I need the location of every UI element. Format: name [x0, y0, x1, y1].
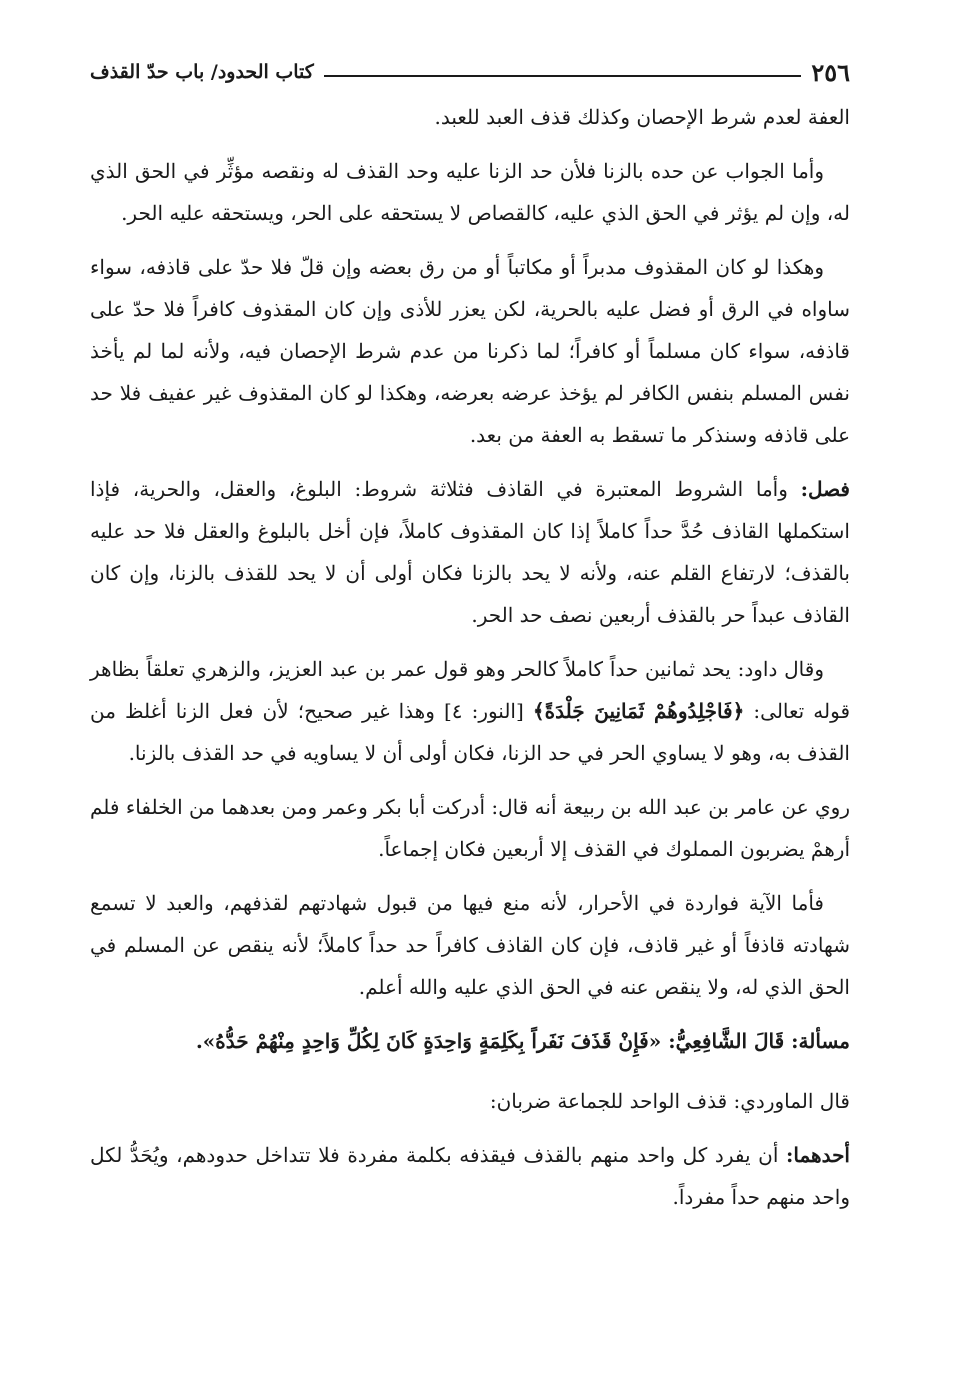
- paragraph-8: [90, 1020, 850, 1062]
- paragraph-text: قال الماوردي: قذف الواحد للجماعة ضربان:: [489, 1089, 850, 1113]
- paragraph-text: روي عن عامر بن عبد الله بن ربيعة أنه قال: أدركت أبا بكر وعمر ومن بعدهما من الخلفاء فلم أرهمْ يضربون المملوك في القذف إلا أربعين فكان إجماعاً.: [90, 795, 850, 861]
- paragraph-text: العفة لعدم شرط الإحصان وكذلك قذف العبد للعبد.: [434, 105, 850, 129]
- paragraph-9: [90, 1080, 850, 1122]
- document-page: [90, 52, 850, 1230]
- first-type-lead: أحدهما:: [785, 1143, 850, 1167]
- paragraph-text: أن يفرد كل واحد منهم بالقذف فيقذفه بكلمة مفردة فلا تتداخل حدودهم، ويُحَدُّ لكل واحد منهم حداً مفرداً.: [90, 1143, 850, 1209]
- masala-lead: مسألة: قَالَ الشَّافِعِيُّ:: [668, 1029, 850, 1053]
- paragraph-text: وهكذا لو كان المقذوف مدبراً أو مكاتباً أو من رق بعضه وإن قلّ فلا حدّ على قاذفه، سواء ساواه في الرق أو فضل عليه بالحرية، لكن يعزر للأذى وإن كان المقذوف كافراً فلا حدّ على قاذفه، سواء كان مسلماً أو كافراً؛ لما ذكرنا من عدم شرط الإحصان فيه، ولأنه لما لم يأخذ نفس المسلم بنفس الكافر لم يؤخذ عرضه بعرضه، وهكذا لو كان المقذوف غير عفيف فلا حد على قاذفه وسنذكر ما تسقط به العفة من بعد.: [90, 255, 850, 447]
- paragraph-text: [النور: ٤] وهذا غير صحيح؛ لأن فعل الزنا أغلظ من القذف به، وهو لا يساوي الحر في حد الزنا، فكان أولى أن لا يساويه في حد القذف بالزنا.: [90, 699, 850, 765]
- paragraph-4: [90, 468, 850, 636]
- paragraph-7: [90, 882, 850, 1008]
- paragraph-text: وأما الشروط المعتبرة في القاذف فثلاثة شروط: البلوغ، والعقل، والحرية، فإذا استكملها القاذف حُدَّ حداً كاملاً إذا كان المقذوف كاملاً، فإن أخل بالبلوغ والعقل فلا حد عليه بالقذف؛ لارتفاع القلم عنه، ولأنه لا يحد بالزنا فكان أولى أن لا يحد للقذف بالزنا، وإن كان القاذف عبداً حر بالقذف أربعين نصف حد الحر.: [90, 477, 850, 627]
- paragraph-text: وأما الجواب عن حده بالزنا فلأن حد الزنا عليه وحد القذف له ونقصه مؤثِّر في الحق الذي له، وإن لم يؤثر في الحق الذي عليه، كالقصاص لا يستحقه على الحر، ويستحقه عليه الحر.: [90, 159, 850, 225]
- paragraph-text: فأما الآية فواردة في الأحرار، لأنه منع فيها من قبول شهادتهم لقذفهم، والعبد لا تسمع شهادته قاذفاً أو غير قاذف، فإن كان القاذف كافراً حد حداً كاملاً؛ لأنه ينقص عن المسلم في الحق الذي له، ولا ينقص عنه في الحق الذي عليه والله أعلم.: [90, 891, 850, 999]
- page-body: [90, 96, 850, 1218]
- paragraph-3: [90, 246, 850, 456]
- header-rule: [324, 75, 802, 77]
- paragraph-2: [90, 150, 850, 234]
- page-number: ٢٥٦: [811, 57, 850, 87]
- section-lead: فصل:: [800, 477, 850, 501]
- page-header: [90, 52, 850, 92]
- running-title: كتاب الحدود/ باب حدّ القذف: [90, 61, 314, 83]
- shafii-quote: «فَإِنْ قَذَفَ نَفَراً بِكَلِمَةٍ وَاحِدَةٍ كَانَ لِكُلِّ وَاحِدٍ مِنْهُمْ حَدُّهُ».: [195, 1029, 669, 1053]
- paragraph-1: [90, 96, 850, 138]
- paragraph-6: [90, 786, 850, 870]
- quran-verse: ﴿فَاجْلِدُوهُمْ ثَمَانِينَ جَلْدَةً﴾: [532, 699, 745, 723]
- paragraph-text: وقال داود: يحد ثمانين حداً كاملاً كالحر وهو قول عمر بن عبد العزيز، والزهري تعلقاً بظاهر قوله تعالى:: [90, 657, 851, 723]
- paragraph-10: [90, 1134, 850, 1218]
- paragraph-5: [90, 648, 850, 774]
